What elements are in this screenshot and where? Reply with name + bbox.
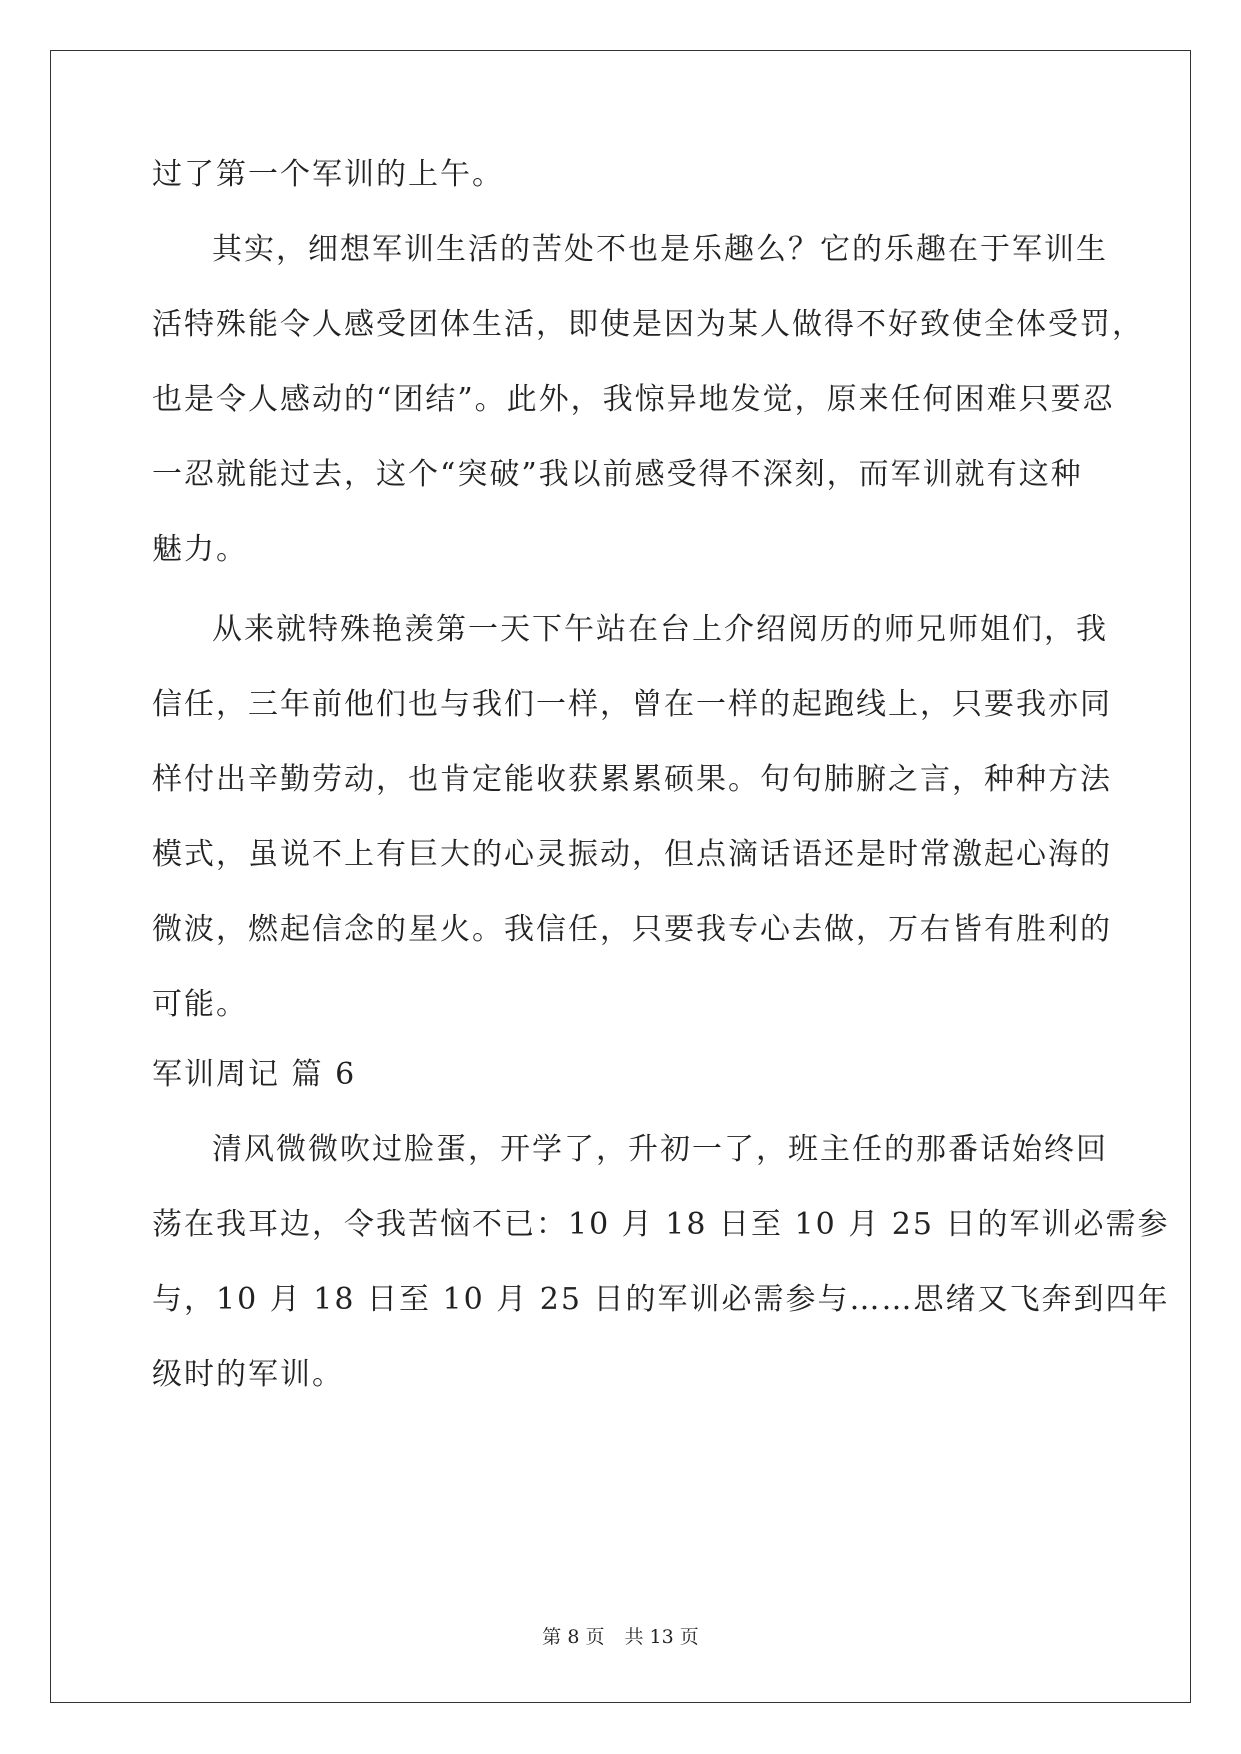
- text-line: 与，10 月 18 日至 10 月 25 日的军训必需参与……思绪又飞奔到四年: [152, 1282, 1170, 1317]
- text-line: 信任，三年前他们也与我们一样，曾在一样的起跑线上，只要我亦同: [152, 687, 1112, 722]
- text-line: 魅力。: [152, 532, 248, 567]
- text-line: 活特殊能令人感受团体生活，即使是因为某人做得不好致使全体受罚，: [152, 307, 1144, 342]
- page-number: 第 8 页: [542, 1626, 605, 1648]
- text-line: 也是令人感动的“团结”。此外，我惊异地发觉，原来任何困难只要忍: [152, 382, 1115, 417]
- text-line: 可能。: [152, 987, 248, 1022]
- text-line: 样付出辛勤劳动，也肯定能收获累累硕果。句句肺腑之言，种种方法: [152, 762, 1112, 797]
- page-footer: [0, 1625, 1241, 1649]
- text-line: 过了第一个军训的上午。: [152, 157, 504, 192]
- text-line: 其实，细想军训生活的苦处不也是乐趣么？它的乐趣在于军训生: [212, 232, 1108, 267]
- text-line: 微波，燃起信念的星火。我信任，只要我专心去做，万右皆有胜利的: [152, 912, 1112, 947]
- text-line: 荡在我耳边，令我苦恼不已：10 月 18 日至 10 月 25 日的军训必需参: [152, 1207, 1170, 1242]
- page-total: 共 13 页: [624, 1626, 699, 1648]
- text-line: 级时的军训。: [152, 1357, 344, 1392]
- text-line: 从来就特殊艳羡第一天下午站在台上介绍阅历的师兄师姐们，我: [212, 612, 1108, 647]
- text-line: 模式，虽说不上有巨大的心灵振动，但点滴话语还是时常激起心海的: [152, 837, 1112, 872]
- section-heading: 军训周记 篇 6: [152, 1057, 357, 1092]
- text-line: 一忍就能过去，这个“突破”我以前感受得不深刻，而军训就有这种: [152, 457, 1083, 492]
- text-line: 清风微微吹过脸蛋，开学了，升初一了，班主任的那番话始终回: [212, 1132, 1108, 1167]
- page-border: [50, 50, 1191, 1703]
